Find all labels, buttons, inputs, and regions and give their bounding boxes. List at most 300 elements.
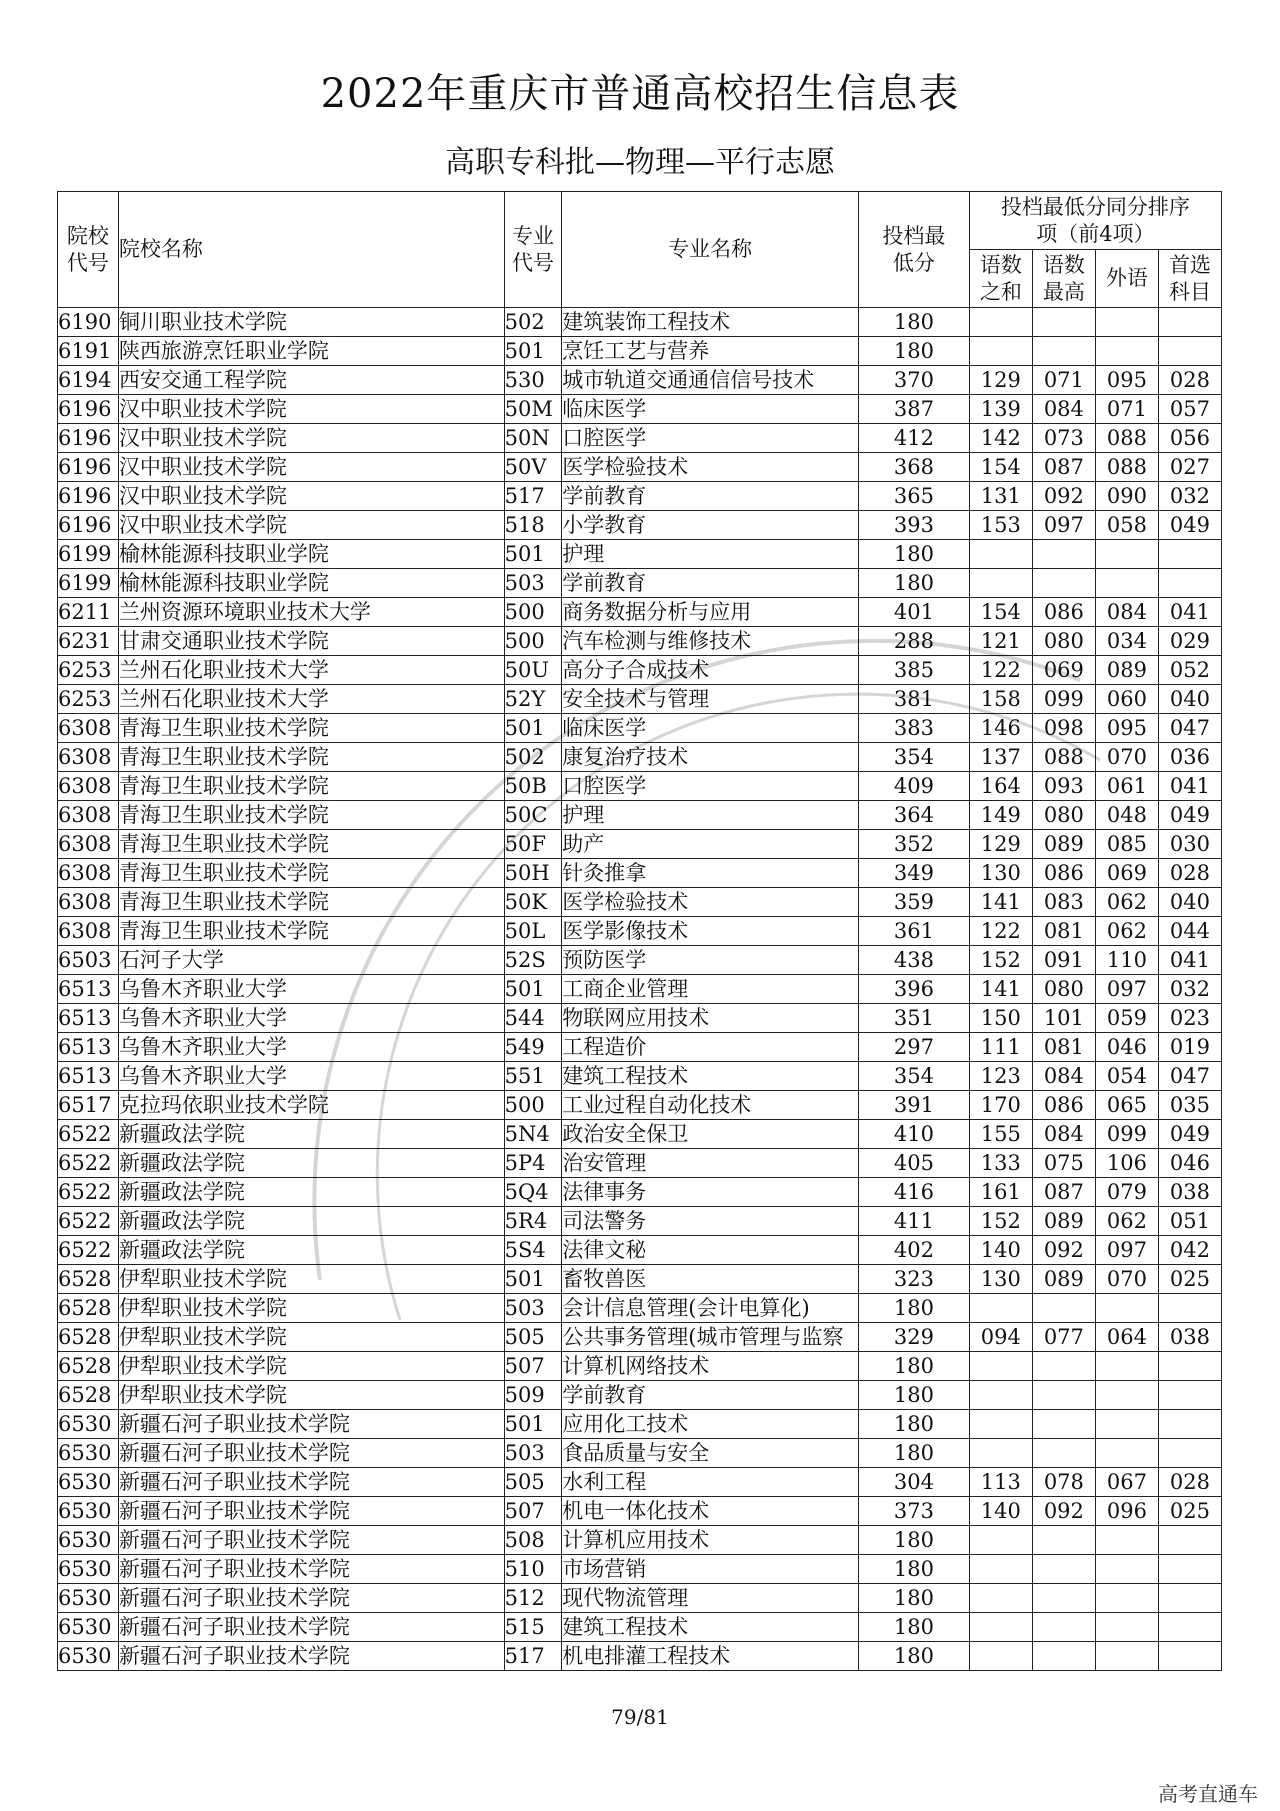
cell-major-name: 物联网应用技术 [562, 1004, 859, 1033]
cell-school-name: 乌鲁木齐职业大学 [118, 1004, 504, 1033]
cell-min-score: 304 [858, 1468, 969, 1497]
cell-max-score: 099 [1032, 685, 1095, 714]
cell-foreign-score: 067 [1095, 1468, 1158, 1497]
cell-school-code: 6199 [58, 569, 119, 598]
cell-school-name: 新疆石河子职业技术学院 [118, 1410, 504, 1439]
cell-school-code: 6528 [58, 1323, 119, 1352]
cell-subject-score: 049 [1158, 1120, 1221, 1149]
cell-sum-score: 141 [969, 888, 1032, 917]
cell-foreign-score: 058 [1095, 511, 1158, 540]
cell-min-score: 352 [858, 830, 969, 859]
cell-subject-score: 023 [1158, 1004, 1221, 1033]
cell-min-score: 410 [858, 1120, 969, 1149]
cell-subject-score [1158, 1410, 1221, 1439]
cell-subject-score [1158, 1439, 1221, 1468]
cell-school-name: 新疆石河子职业技术学院 [118, 1497, 504, 1526]
cell-school-code: 6196 [58, 482, 119, 511]
cell-max-score [1032, 569, 1095, 598]
cell-major-code: 50F [504, 830, 562, 859]
cell-major-code: 501 [504, 1265, 562, 1294]
cell-major-code: 500 [504, 1091, 562, 1120]
cell-min-score: 387 [858, 395, 969, 424]
table-row [58, 1497, 1222, 1526]
cell-sum-score: 150 [969, 1004, 1032, 1033]
cell-school-code: 6522 [58, 1178, 119, 1207]
cell-school-code: 6308 [58, 917, 119, 946]
cell-major-code: 503 [504, 1294, 562, 1323]
table-row [58, 540, 1222, 569]
cell-max-score: 086 [1032, 859, 1095, 888]
cell-sum-score: 122 [969, 656, 1032, 685]
cell-sum-score: 154 [969, 598, 1032, 627]
cell-major-code: 510 [504, 1555, 562, 1584]
cell-major-name: 商务数据分析与应用 [562, 598, 859, 627]
table-row [58, 830, 1222, 859]
table-row [58, 366, 1222, 395]
cell-min-score: 180 [858, 1439, 969, 1468]
cell-school-name: 新疆石河子职业技术学院 [118, 1642, 504, 1671]
cell-school-name: 新疆政法学院 [118, 1178, 504, 1207]
cell-school-name: 新疆政法学院 [118, 1207, 504, 1236]
cell-max-score [1032, 337, 1095, 366]
header-school-code: 院校代号 [58, 192, 119, 308]
cell-max-score: 101 [1032, 1004, 1095, 1033]
cell-foreign-score: 034 [1095, 627, 1158, 656]
cell-sum-score: 137 [969, 743, 1032, 772]
cell-foreign-score [1095, 1381, 1158, 1410]
cell-foreign-score [1095, 1294, 1158, 1323]
cell-major-code: 530 [504, 366, 562, 395]
cell-school-name: 新疆石河子职业技术学院 [118, 1613, 504, 1642]
table-row [58, 1613, 1222, 1642]
cell-subject-score: 036 [1158, 743, 1221, 772]
cell-school-code: 6513 [58, 975, 119, 1004]
cell-subject-score: 035 [1158, 1091, 1221, 1120]
cell-school-code: 6253 [58, 685, 119, 714]
cell-max-score [1032, 1294, 1095, 1323]
cell-sum-score [969, 1294, 1032, 1323]
cell-sum-score: 170 [969, 1091, 1032, 1120]
cell-min-score: 361 [858, 917, 969, 946]
cell-subject-score: 025 [1158, 1497, 1221, 1526]
cell-major-code: 52Y [504, 685, 562, 714]
cell-major-name: 现代物流管理 [562, 1584, 859, 1613]
cell-max-score: 084 [1032, 395, 1095, 424]
table-row [58, 1352, 1222, 1381]
cell-major-name: 应用化工技术 [562, 1410, 859, 1439]
cell-foreign-score: 062 [1095, 888, 1158, 917]
cell-sum-score [969, 1381, 1032, 1410]
table-row [58, 772, 1222, 801]
cell-min-score: 180 [858, 1584, 969, 1613]
cell-major-name: 口腔医学 [562, 772, 859, 801]
cell-major-code: 505 [504, 1468, 562, 1497]
cell-subject-score: 057 [1158, 395, 1221, 424]
cell-sum-score: 164 [969, 772, 1032, 801]
cell-major-code: 5S4 [504, 1236, 562, 1265]
cell-major-name: 机电排灌工程技术 [562, 1642, 859, 1671]
cell-max-score: 087 [1032, 1178, 1095, 1207]
cell-foreign-score [1095, 1584, 1158, 1613]
cell-school-code: 6503 [58, 946, 119, 975]
cell-school-code: 6528 [58, 1352, 119, 1381]
cell-min-score: 180 [858, 308, 969, 337]
cell-school-code: 6191 [58, 337, 119, 366]
cell-school-code: 6530 [58, 1468, 119, 1497]
cell-school-name: 克拉玛依职业技术学院 [118, 1091, 504, 1120]
cell-min-score: 411 [858, 1207, 969, 1236]
cell-max-score: 078 [1032, 1468, 1095, 1497]
cell-max-score [1032, 308, 1095, 337]
cell-foreign-score: 070 [1095, 1265, 1158, 1294]
cell-subject-score: 049 [1158, 801, 1221, 830]
table-row [58, 511, 1222, 540]
cell-subject-score: 056 [1158, 424, 1221, 453]
cell-foreign-score [1095, 1642, 1158, 1671]
cell-subject-score [1158, 1555, 1221, 1584]
cell-major-name: 护理 [562, 540, 859, 569]
cell-sum-score [969, 1642, 1032, 1671]
cell-major-name: 预防医学 [562, 946, 859, 975]
cell-min-score: 438 [858, 946, 969, 975]
cell-sum-score: 113 [969, 1468, 1032, 1497]
cell-major-name: 治安管理 [562, 1149, 859, 1178]
cell-subject-score: 032 [1158, 975, 1221, 1004]
table-row [58, 1468, 1222, 1497]
cell-major-name: 建筑装饰工程技术 [562, 308, 859, 337]
cell-min-score: 180 [858, 1642, 969, 1671]
cell-foreign-score: 097 [1095, 975, 1158, 1004]
cell-major-code: 502 [504, 743, 562, 772]
cell-major-code: 50B [504, 772, 562, 801]
cell-major-name: 临床医学 [562, 395, 859, 424]
cell-school-name: 乌鲁木齐职业大学 [118, 1033, 504, 1062]
cell-subject-score: 040 [1158, 685, 1221, 714]
cell-foreign-score: 095 [1095, 366, 1158, 395]
cell-school-name: 青海卫生职业技术学院 [118, 714, 504, 743]
cell-sum-score [969, 308, 1032, 337]
cell-foreign-score: 090 [1095, 482, 1158, 511]
cell-major-name: 畜牧兽医 [562, 1265, 859, 1294]
cell-foreign-score: 096 [1095, 1497, 1158, 1526]
cell-school-code: 6308 [58, 772, 119, 801]
cell-sum-score [969, 540, 1032, 569]
cell-min-score: 180 [858, 1410, 969, 1439]
cell-subject-score: 038 [1158, 1178, 1221, 1207]
cell-major-name: 工商企业管理 [562, 975, 859, 1004]
table-row [58, 1004, 1222, 1033]
cell-school-code: 6308 [58, 859, 119, 888]
cell-foreign-score: 046 [1095, 1033, 1158, 1062]
cell-major-name: 助产 [562, 830, 859, 859]
cell-max-score: 092 [1032, 1236, 1095, 1265]
cell-subject-score [1158, 1294, 1221, 1323]
cell-subject-score: 029 [1158, 627, 1221, 656]
cell-min-score: 354 [858, 743, 969, 772]
cell-min-score: 329 [858, 1323, 969, 1352]
cell-subject-score: 044 [1158, 917, 1221, 946]
cell-major-name: 水利工程 [562, 1468, 859, 1497]
cell-subject-score: 041 [1158, 598, 1221, 627]
table-row [58, 1265, 1222, 1294]
table-row [58, 1091, 1222, 1120]
cell-school-code: 6530 [58, 1555, 119, 1584]
cell-min-score: 385 [858, 656, 969, 685]
cell-foreign-score [1095, 1613, 1158, 1642]
cell-major-code: 5N4 [504, 1120, 562, 1149]
cell-school-code: 6530 [58, 1642, 119, 1671]
cell-school-code: 6528 [58, 1381, 119, 1410]
cell-school-name: 汉中职业技术学院 [118, 482, 504, 511]
cell-foreign-score: 099 [1095, 1120, 1158, 1149]
table-row [58, 714, 1222, 743]
table-row [58, 1323, 1222, 1352]
cell-max-score: 087 [1032, 453, 1095, 482]
cell-major-name: 临床医学 [562, 714, 859, 743]
cell-foreign-score: 097 [1095, 1236, 1158, 1265]
table-row [58, 1033, 1222, 1062]
cell-major-name: 高分子合成技术 [562, 656, 859, 685]
cell-school-name: 新疆政法学院 [118, 1149, 504, 1178]
table-row [58, 424, 1222, 453]
cell-major-code: 518 [504, 511, 562, 540]
cell-subject-score [1158, 308, 1221, 337]
cell-major-code: 501 [504, 337, 562, 366]
cell-school-name: 汉中职业技术学院 [118, 453, 504, 482]
cell-major-code: 551 [504, 1062, 562, 1091]
cell-foreign-score [1095, 1439, 1158, 1468]
corner-mark: 高考直通车 [1158, 1782, 1258, 1806]
cell-major-name: 学前教育 [562, 569, 859, 598]
cell-foreign-score: 088 [1095, 453, 1158, 482]
cell-school-code: 6194 [58, 366, 119, 395]
cell-sum-score [969, 1584, 1032, 1613]
cell-subject-score [1158, 1584, 1221, 1613]
cell-major-code: 501 [504, 1410, 562, 1439]
table-row [58, 1178, 1222, 1207]
cell-max-score: 080 [1032, 975, 1095, 1004]
cell-max-score: 098 [1032, 714, 1095, 743]
cell-school-code: 6530 [58, 1410, 119, 1439]
cell-min-score: 180 [858, 1526, 969, 1555]
cell-school-name: 新疆石河子职业技术学院 [118, 1584, 504, 1613]
cell-max-score [1032, 1410, 1095, 1439]
cell-school-name: 新疆石河子职业技术学院 [118, 1468, 504, 1497]
cell-school-name: 乌鲁木齐职业大学 [118, 1062, 504, 1091]
cell-max-score [1032, 1439, 1095, 1468]
cell-major-name: 安全技术与管理 [562, 685, 859, 714]
cell-school-code: 6231 [58, 627, 119, 656]
cell-major-code: 517 [504, 482, 562, 511]
cell-major-name: 计算机网络技术 [562, 1352, 859, 1381]
cell-sum-score: 155 [969, 1120, 1032, 1149]
cell-school-name: 兰州石化职业技术大学 [118, 656, 504, 685]
cell-sum-score: 152 [969, 946, 1032, 975]
cell-major-name: 食品质量与安全 [562, 1439, 859, 1468]
cell-min-score: 365 [858, 482, 969, 511]
cell-max-score: 080 [1032, 801, 1095, 830]
cell-major-name: 建筑工程技术 [562, 1062, 859, 1091]
page-subtitle: 高职专科批—物理—平行志愿 [445, 145, 835, 180]
cell-min-score: 393 [858, 511, 969, 540]
cell-sum-score: 131 [969, 482, 1032, 511]
cell-school-name: 西安交通工程学院 [118, 366, 504, 395]
cell-subject-score [1158, 569, 1221, 598]
cell-school-name: 铜川职业技术学院 [118, 308, 504, 337]
cell-school-name: 新疆政法学院 [118, 1236, 504, 1265]
table-row [58, 337, 1222, 366]
cell-min-score: 359 [858, 888, 969, 917]
cell-subject-score: 042 [1158, 1236, 1221, 1265]
table-row [58, 569, 1222, 598]
cell-major-code: 502 [504, 308, 562, 337]
cell-min-score: 180 [858, 569, 969, 598]
cell-school-code: 6528 [58, 1265, 119, 1294]
cell-school-code: 6196 [58, 453, 119, 482]
cell-major-code: 50L [504, 917, 562, 946]
cell-max-score: 075 [1032, 1149, 1095, 1178]
cell-school-code: 6308 [58, 830, 119, 859]
cell-school-name: 伊犁职业技术学院 [118, 1265, 504, 1294]
cell-max-score: 071 [1032, 366, 1095, 395]
cell-school-code: 6196 [58, 395, 119, 424]
page-title: 2022年重庆市普通高校招生信息表 [320, 71, 960, 117]
table-row [58, 685, 1222, 714]
cell-major-code: 50C [504, 801, 562, 830]
cell-major-name: 口腔医学 [562, 424, 859, 453]
cell-major-code: 50U [504, 656, 562, 685]
cell-school-code: 6522 [58, 1120, 119, 1149]
cell-foreign-score: 095 [1095, 714, 1158, 743]
cell-foreign-score [1095, 1555, 1158, 1584]
cell-min-score: 349 [858, 859, 969, 888]
cell-subject-score [1158, 337, 1221, 366]
cell-sum-score [969, 569, 1032, 598]
cell-subject-score: 028 [1158, 1468, 1221, 1497]
cell-major-name: 医学检验技术 [562, 453, 859, 482]
cell-min-score: 405 [858, 1149, 969, 1178]
cell-foreign-score: 085 [1095, 830, 1158, 859]
cell-school-name: 新疆石河子职业技术学院 [118, 1555, 504, 1584]
cell-subject-score: 028 [1158, 366, 1221, 395]
cell-school-code: 6308 [58, 714, 119, 743]
cell-major-code: 50K [504, 888, 562, 917]
cell-school-name: 青海卫生职业技术学院 [118, 801, 504, 830]
cell-min-score: 368 [858, 453, 969, 482]
cell-school-name: 新疆石河子职业技术学院 [118, 1526, 504, 1555]
cell-major-code: 50M [504, 395, 562, 424]
cell-sum-score [969, 1410, 1032, 1439]
cell-max-score: 089 [1032, 1207, 1095, 1236]
cell-subject-score [1158, 540, 1221, 569]
cell-school-code: 6522 [58, 1149, 119, 1178]
cell-school-name: 伊犁职业技术学院 [118, 1352, 504, 1381]
table-row [58, 308, 1222, 337]
cell-major-name: 烹饪工艺与营养 [562, 337, 859, 366]
cell-subject-score: 047 [1158, 714, 1221, 743]
cell-school-code: 6530 [58, 1613, 119, 1642]
cell-major-code: 505 [504, 1323, 562, 1352]
cell-school-name: 乌鲁木齐职业大学 [118, 975, 504, 1004]
cell-foreign-score: 062 [1095, 1207, 1158, 1236]
cell-major-code: 517 [504, 1642, 562, 1671]
cell-major-code: 544 [504, 1004, 562, 1033]
cell-foreign-score [1095, 569, 1158, 598]
cell-school-name: 青海卫生职业技术学院 [118, 772, 504, 801]
cell-subject-score [1158, 1352, 1221, 1381]
cell-major-code: 515 [504, 1613, 562, 1642]
cell-major-code: 509 [504, 1381, 562, 1410]
cell-major-code: 50H [504, 859, 562, 888]
cell-subject-score: 052 [1158, 656, 1221, 685]
cell-subject-score [1158, 1381, 1221, 1410]
cell-max-score: 089 [1032, 830, 1095, 859]
cell-school-code: 6522 [58, 1207, 119, 1236]
cell-max-score: 093 [1032, 772, 1095, 801]
cell-sum-score: 111 [969, 1033, 1032, 1062]
cell-subject-score: 038 [1158, 1323, 1221, 1352]
cell-min-score: 364 [858, 801, 969, 830]
cell-max-score [1032, 1555, 1095, 1584]
cell-max-score: 077 [1032, 1323, 1095, 1352]
cell-school-name: 兰州石化职业技术大学 [118, 685, 504, 714]
cell-school-name: 陕西旅游烹饪职业学院 [118, 337, 504, 366]
cell-max-score [1032, 1613, 1095, 1642]
cell-sum-score: 130 [969, 1265, 1032, 1294]
cell-sum-score: 123 [969, 1062, 1032, 1091]
cell-school-name: 新疆石河子职业技术学院 [118, 1439, 504, 1468]
admission-table [57, 191, 1222, 1671]
cell-subject-score [1158, 1642, 1221, 1671]
table-row [58, 1439, 1222, 1468]
cell-school-name: 新疆政法学院 [118, 1120, 504, 1149]
cell-school-code: 6190 [58, 308, 119, 337]
cell-max-score: 084 [1032, 1120, 1095, 1149]
cell-major-name: 针灸推拿 [562, 859, 859, 888]
cell-school-name: 青海卫生职业技术学院 [118, 830, 504, 859]
cell-school-code: 6530 [58, 1497, 119, 1526]
table-row [58, 1062, 1222, 1091]
cell-sum-score: 154 [969, 453, 1032, 482]
cell-sum-score: 094 [969, 1323, 1032, 1352]
table-row [58, 917, 1222, 946]
header-min-score: 投档最低分 [858, 192, 969, 308]
cell-foreign-score [1095, 308, 1158, 337]
header-major-name: 专业名称 [562, 192, 859, 308]
cell-school-name: 汉中职业技术学院 [118, 511, 504, 540]
table-row [58, 946, 1222, 975]
cell-major-name: 计算机应用技术 [562, 1526, 859, 1555]
cell-foreign-score: 106 [1095, 1149, 1158, 1178]
cell-school-name: 榆林能源科技职业学院 [118, 569, 504, 598]
cell-min-score: 383 [858, 714, 969, 743]
cell-major-name: 城市轨道交通通信信号技术 [562, 366, 859, 395]
cell-subject-score: 041 [1158, 772, 1221, 801]
table-row [58, 975, 1222, 1004]
cell-min-score: 180 [858, 540, 969, 569]
table-row [58, 801, 1222, 830]
cell-min-score: 416 [858, 1178, 969, 1207]
cell-major-code: 503 [504, 569, 562, 598]
cell-major-name: 工程造价 [562, 1033, 859, 1062]
cell-major-name: 司法警务 [562, 1207, 859, 1236]
cell-school-code: 6530 [58, 1526, 119, 1555]
table-row [58, 627, 1222, 656]
cell-foreign-score: 064 [1095, 1323, 1158, 1352]
cell-school-name: 汉中职业技术学院 [118, 424, 504, 453]
cell-min-score: 180 [858, 1555, 969, 1584]
cell-major-code: 5P4 [504, 1149, 562, 1178]
